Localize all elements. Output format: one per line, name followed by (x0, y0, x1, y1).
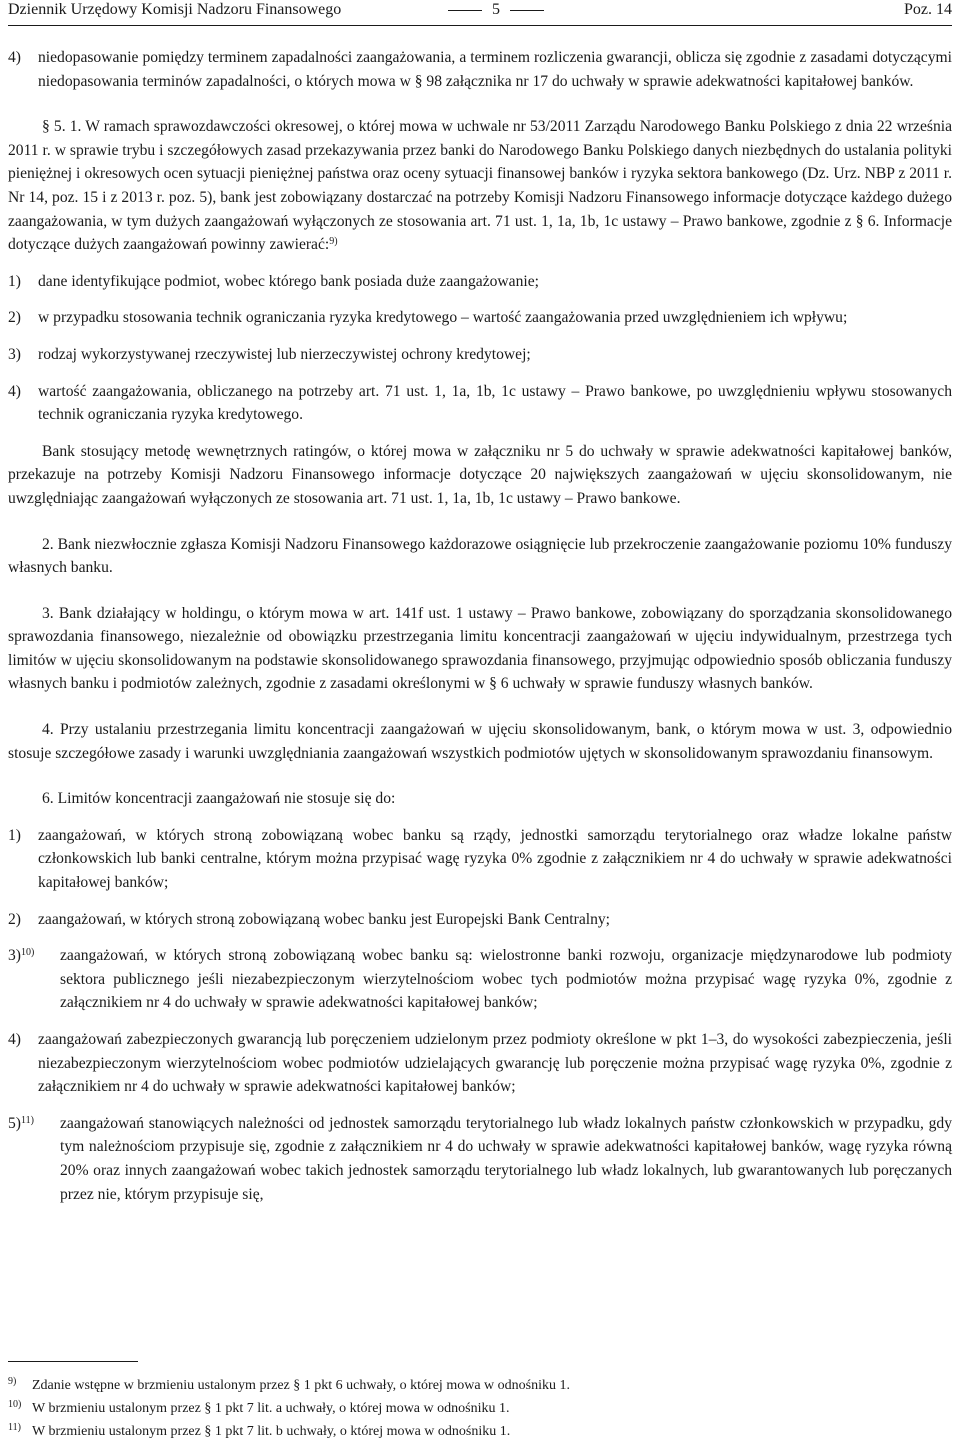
list-item-number (8, 1112, 60, 1206)
list-item-text: zaangażowań, w których stroną zobowiązaną wobec banku są rządy, jednostki samorządu terytorialnego oraz władze lokalne państw członkowskich lub banki centralne, którym można przypisać wagę ryzyka 0% zgodnie z załącznikiem nr 4 do uchwały w sprawie adekwatności kapitałowej banków; (38, 826, 952, 892)
footnote (8, 1374, 952, 1397)
list-item-number: 1) (8, 826, 21, 844)
list-item (8, 1028, 952, 1099)
list-item (8, 908, 952, 932)
footnote-mark: 11) (8, 1422, 21, 1433)
paragraph-text: § 5. 1. W ramach sprawozdawczości okresowej, o której mowa w uchwale nr 53/2011 Zarządu Narodowego Banku Polskiego z dnia 22 września 2011 r. w sprawie trybu i szczegółowych zasad przekazywania przez banki do Narodowego Banku Polskiego danych niezbędnych do ustalania polityki pieniężnej i okresowych ocen sytuacji pieniężnej państwa oraz oceny sytuacji finansowej banków i ryzyka sektora bankowego (Dz. Urz. NBP z 2011 r. Nr 14, poz. 15 i z 2013 r. poz. 5), bank jest zobowiązany dostarczać na potrzeby Komisji Nadzoru Finansowego informacje dotyczące każdego dużego zaangażowania, w tym dużych zaangażowań wyłączonych ze stosowania art. 71 ust. 1, 1a, 1b, 1c ustawy – Prawo bankowe, zgodnie z § 6. Informacje dotyczące dużych zaangażowań powinny zawierać: (8, 118, 952, 254)
item-number: 3) (8, 947, 21, 965)
footnote-rule (8, 1361, 138, 1362)
section-5-paragraph-6: 6. Limitów koncentracji zaangażowań nie stosuje się do: (42, 790, 396, 808)
journal-title: Dziennik Urzędowy Komisji Nadzoru Finansowego (8, 1, 342, 18)
list-item (8, 270, 952, 294)
header-rule (8, 25, 952, 26)
page-number: 5 (438, 1, 554, 19)
list-item (8, 944, 952, 1015)
footnotes (8, 1374, 952, 1443)
list-item-number: 1) (8, 272, 21, 290)
footnote-mark: 10) (8, 1399, 22, 1410)
item-number: 5) (8, 1114, 21, 1132)
list-item-number: 4) (8, 49, 21, 66)
list-item-number: 3) (8, 345, 21, 363)
list-item-text: niedopasowanie pomiędzy terminem zapadalności zaangażowania, a terminem rozliczenia gwarancji, oblicza się zgodnie z zasadami dotyczącymi niedopasowania terminów zapadalności, o których mowa w § 98 załącznika nr 17 do uchwały w sprawie adekwatności kapitałowej banków. (38, 49, 952, 90)
list-item-text: wartość zaangażowania, obliczanego na potrzeby art. 71 ust. 1, 1a, 1b, 1c ustawy – Prawo bankowe, po uwzględnieniu wpływu stosowanych technik ograniczania ryzyka kredytowego. (38, 382, 952, 424)
list-item (8, 824, 952, 895)
list-item (8, 380, 952, 427)
list-item-text: zaangażowań, w których stroną zobowiązaną wobec banku są: wielostronne banki rozwoju, organizacje międzynarodowe lub podmioty sektora publicznego jeśli niezabezpieczonym wierzytelnościom wobec tych podmiotów można przypisać wagę ryzyka 0%, zgodnie z załącznikiem nr 4 do uchwały w sprawie adekwatności kapitałowej banków; (60, 947, 952, 1012)
list-item (8, 1112, 952, 1206)
section-5-paragraph-1 (8, 115, 952, 257)
list-item-number: 2) (8, 309, 21, 327)
irb-paragraph: Bank stosujący metodę wewnętrznych ratingów, o której mowa w załączniku nr 5 do uchwały w sprawie adekwatności kapitałowej banków, przekazuje na potrzeby Komisji Nadzoru Finansowego informacje dotyczące 20 największych zaangażowań w ujęciu skonsolidowanym, nie uwzględniając zaangażowań wyłączonych ze stosowania art. 71 ust. 1, 1a, 1b, 1c ustawy – Prawo bankowe. (8, 442, 952, 507)
list-item-text: w przypadku stosowania technik ograniczania ryzyka kredytowego – wartość zaangażowania przed uwzględnieniem ich wpływu; (38, 309, 848, 327)
list-item-number: 4) (8, 1031, 21, 1048)
footnote-ref: 10) (21, 947, 35, 959)
position-label: Poz. 14 (904, 1, 952, 18)
list-item (8, 306, 952, 330)
section-5-paragraph-3: 3. Bank działający w holdingu, o którym mowa w art. 141f ust. 1 ustawy – Prawo bankowe, zobowiązany do sporządzania skonsolidowanego sprawozdania finansowego, niezależnie od obowiązku przestrzegania limitu koncentracji zaangażowań w ujęciu indywidualnym, przestrzega tych limitów w ujęciu skonsolidowanym na podstawie skonsolidowanego sprawozdania finansowego, przyjmując odpowiednio sposób obliczania funduszy własnych banku i podmiotów zależnych, zgodnie z zasadami określonymi w § 6 uchwały w sprawie funduszy własnych banków. (8, 604, 952, 693)
list-item-number: 2) (8, 910, 21, 928)
footnote-ref: 11) (21, 1114, 34, 1126)
footnote (8, 1397, 952, 1420)
footnote (8, 1420, 952, 1443)
footnote-ref: 9) (329, 236, 338, 248)
footnote-text: W brzmieniu ustalonym przez § 1 pkt 7 lit. b uchwały, o której mowa w odnośniku 1. (32, 1424, 511, 1439)
footnote-text: Zdanie wstępne w brzmieniu ustalonym przez § 1 pkt 6 uchwały, o której mowa w odnośniku 1. (32, 1378, 570, 1393)
list-item-text: rodzaj wykorzystywanej rzeczywistej lub nierzeczywistej ochrony kredytowej; (38, 345, 531, 363)
page-header (8, 0, 952, 24)
section-5-paragraph-4: 4. Przy ustalaniu przestrzegania limitu koncentracji zaangażowań w ujęciu skonsolidowanym, bank, o którym mowa w ust. 3, odpowiednio stosuje szczegółowe zasady i warunki uwzględniania zaangażowań wszystkich podmiotów ujętych w skonsolidowanym sprawozdaniu finansowym. (8, 721, 952, 762)
list-item (8, 343, 952, 367)
list-item-text: zaangażowań stanowiących należności od jednostek samorządu terytorialnego lub władz lokalnych państw członkowskich w przypadku, gdy tym należnościom przypisuje się, zgodnie z załącznikiem nr 4 do uchwały w sprawie adekwatności kapitałowej banków, wagę ryzyka równą 20% oraz innych zaangażowań wobec takich jednostek samorządu terytorialnego lub władz lokalnych, lub gwarantowanych lub poręczanych przez nie, którym przypisuje się, (60, 1114, 952, 1203)
list-item-text: zaangażowań, w których stroną zobowiązaną wobec banku jest Europejski Bank Centralny; (38, 910, 611, 928)
document-body (8, 46, 952, 1206)
footnote-mark: 9) (8, 1376, 17, 1387)
list-item-number: 4) (8, 382, 21, 400)
list-item-number (8, 944, 60, 1015)
list-item (8, 46, 952, 93)
list-item-text: dane identyfikujące podmiot, wobec którego bank posiada duże zaangażowanie; (38, 272, 539, 290)
section-5-paragraph-2: 2. Bank niezwłocznie zgłasza Komisji Nadzoru Finansowego każdorazowe osiągnięcie lub przekroczenie zaangażowanie poziomu 10% funduszy własnych banku. (8, 535, 952, 577)
footnote-text: W brzmieniu ustalonym przez § 1 pkt 7 lit. a uchwały, o której mowa w odnośniku 1. (32, 1401, 510, 1416)
list-item-text: zaangażowań zabezpieczonych gwarancją lub poręczeniem udzielonym przez podmioty określone w pkt 1–3, do wysokości zabezpieczenia, jeśli niezabezpieczonym wierzytelnościom wobec podmiotów udzielających gwarancję lub poręczenie można przypisać wagę ryzyka 0%, zgodnie z załącznikiem nr 4 do uchwały w sprawie adekwatności kapitałowej banków; (38, 1031, 952, 1096)
